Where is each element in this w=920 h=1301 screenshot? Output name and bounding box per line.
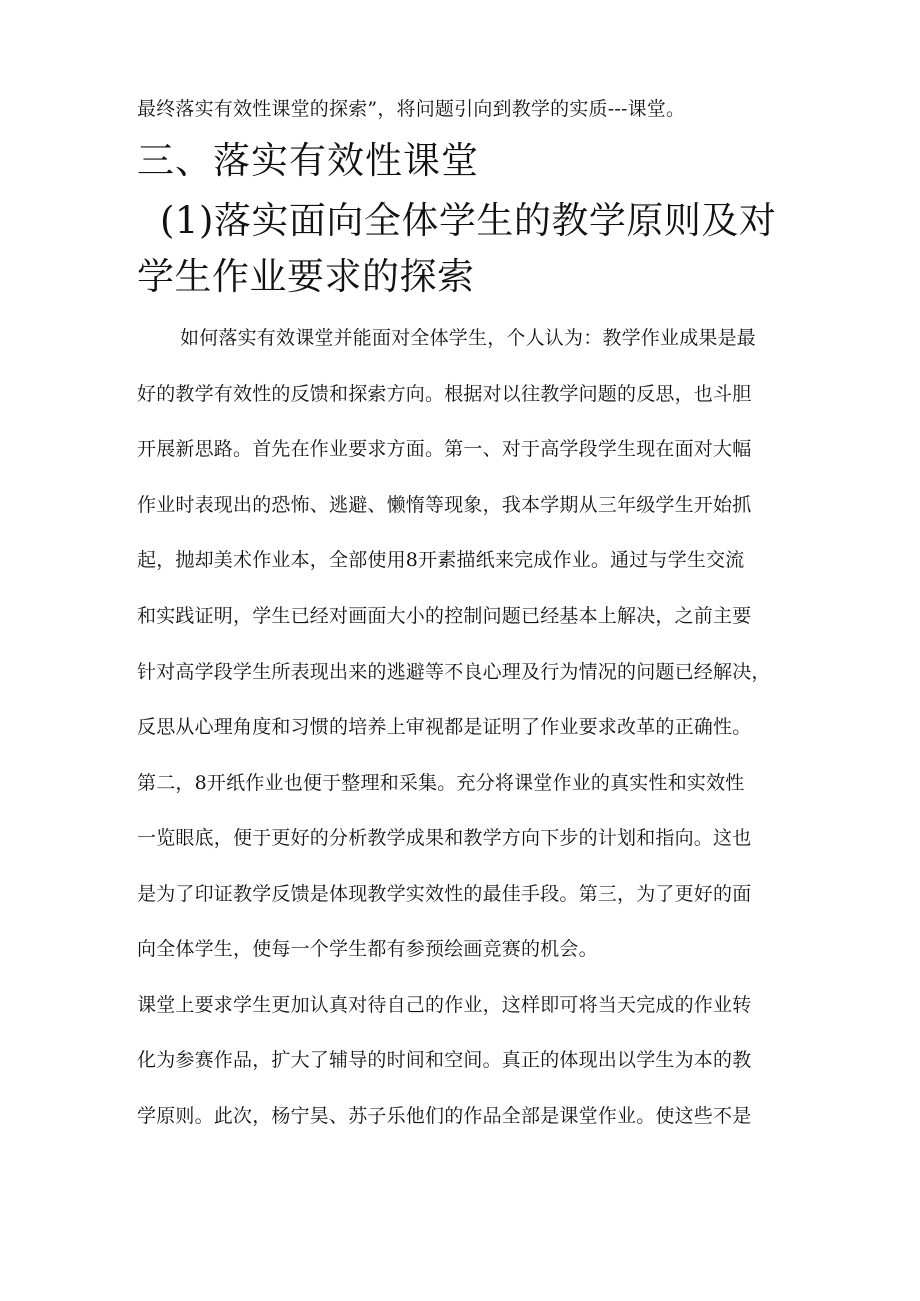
paragraph-line: 针对高学段学生所表现出来的逃避等不良心理及行为情况的问题已经解决， <box>137 661 771 683</box>
paragraph-line: 作业时表现出的恐怖、逃避、懒惰等现象，我本学期从三年级学生开始抓 <box>137 494 752 516</box>
paragraph-line: 反思从心理角度和习惯的培养上审视都是证明了作业要求改革的正确性。 <box>137 716 752 738</box>
paragraph-line: 第二，8开纸作业也便于整理和采集。充分将课堂作业的真实性和实效性 <box>137 772 745 794</box>
subheading-line-1: (1)落实面向全体学生的教学原则及对 <box>160 199 777 242</box>
paragraph-line: 如何落实有效课堂并能面对全体学生，个人认为：教学作业成果是最 <box>180 327 757 349</box>
paragraph-line: 是为了印证教学反馈是体现教学实效性的最佳手段。第三，为了更好的面 <box>137 883 752 905</box>
paragraph-line: 和实践证明，学生已经对画面大小的控制问题已经基本上解决，之前主要 <box>137 605 752 627</box>
paragraph-line: 好的教学有效性的反馈和探索方向。根据对以往教学问题的反思，也斗胆 <box>137 383 752 405</box>
paragraph-line: 开展新思路。首先在作业要求方面。第一、对于高学段学生现在面对大幅 <box>137 438 752 460</box>
subheading-line-2: 学生作业要求的探索 <box>137 255 475 298</box>
paragraph-line: 向全体学生，使每一个学生都有参预绘画竞赛的机会。 <box>137 938 598 960</box>
paragraph-line: 化为参赛作品，扩大了辅导的时间和空间。真正的体现出以学生为本的教 <box>137 1049 752 1071</box>
intro-line: 最终落实有效性课堂的探索”，将问题引向到教学的实质---课堂。 <box>137 98 686 120</box>
paragraph-line: 起，抛却美术作业本，全部使用8开素描纸来完成作业。通过与学生交流 <box>137 549 745 571</box>
paragraph-line: 学原则。此次，杨宁昊、苏子乐他们的作品全部是课堂作业。使这些不是 <box>137 1105 752 1127</box>
paragraph-line: 一览眼底，便于更好的分析教学成果和教学方向下步的计划和指向。这也 <box>137 827 752 849</box>
section-heading: 三、落实有效性课堂 <box>137 139 479 182</box>
paragraph-line: 课堂上要求学生更加认真对待自己的作业，这样即可将当天完成的作业转 <box>137 994 752 1016</box>
